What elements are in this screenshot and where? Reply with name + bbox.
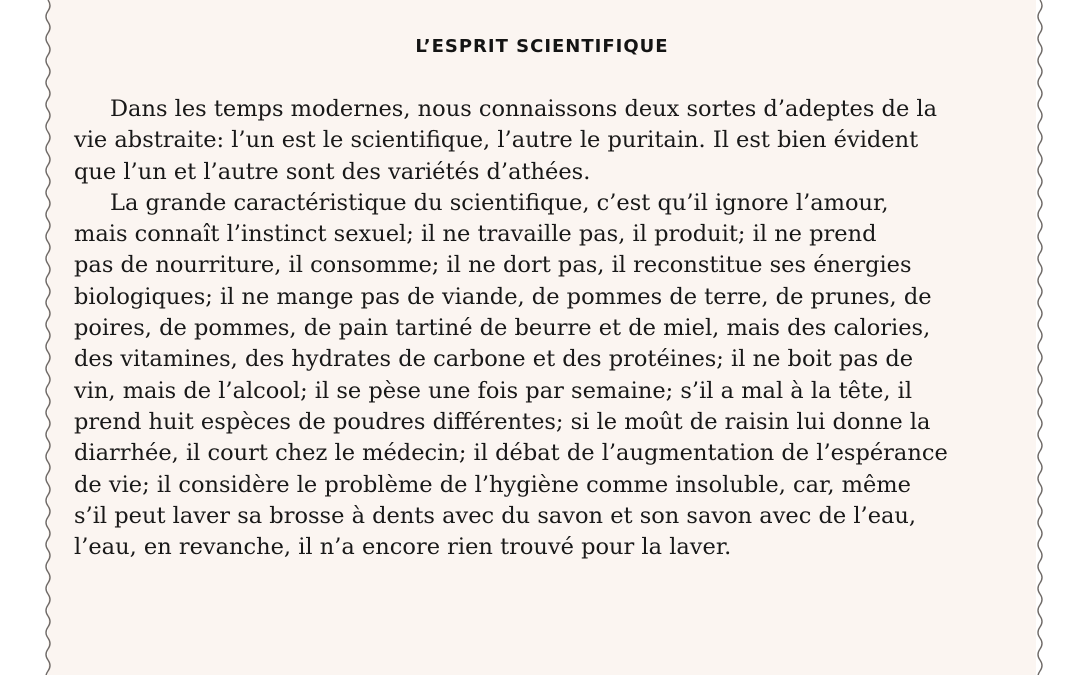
text-line: La grande caractéristique du scientifique, c’est qu’il ignore l’amour,	[110, 189, 889, 216]
text-line: biologiques; il ne mange pas de viande, de pommes de terre, de prunes, de	[74, 283, 932, 310]
text-line: vie abstraite: l’un est le scientifique, l’autre le puritain. Il est bien évident	[74, 127, 919, 154]
article-body	[74, 94, 1034, 563]
text-line: vin, mais de l’alcool; il se pèse une fois par semaine; s’il a mal à la tête, il	[74, 377, 913, 404]
text-line: pas de nourriture, il consomme; il ne dort pas, il reconstitue ses énergies	[74, 252, 912, 279]
text-line: diarrhée, il court chez le médecin; il débat de l’augmentation de l’espérance	[74, 440, 948, 467]
paragraph-2	[74, 188, 1034, 564]
text-line: poires, de pommes, de pain tartiné de beurre et de miel, mais des calories,	[74, 315, 931, 342]
torn-edge-right	[1032, 0, 1048, 675]
text-line: l’eau, en revanche, il n’a encore rien trouvé pour la laver.	[74, 534, 732, 561]
text-line: que l’un et l’autre sont des variétés d’athées.	[74, 158, 591, 185]
text-line: s’il peut laver sa brosse à dents avec du savon et son savon avec de l’eau,	[74, 502, 917, 529]
article-title: L’ESPRIT SCIENTIFIQUE	[415, 36, 669, 57]
torn-edge-left	[40, 0, 56, 675]
text-line: des vitamines, des hydrates de carbone et des protéines; il ne boit pas de	[74, 346, 914, 373]
text-line: Dans les temps modernes, nous connaissons deux sortes d’adeptes de la	[110, 96, 938, 122]
text-line: prend huit espèces de poudres différentes; si le moût de raisin lui donne la	[74, 408, 931, 435]
text-line: mais connaît l’instinct sexuel; il ne travaille pas, il produit; il ne prend	[74, 221, 877, 248]
text-line: de vie; il considère le problème de l’hygiène comme insoluble, car, même	[74, 471, 911, 498]
paragraph-1	[74, 94, 1034, 188]
